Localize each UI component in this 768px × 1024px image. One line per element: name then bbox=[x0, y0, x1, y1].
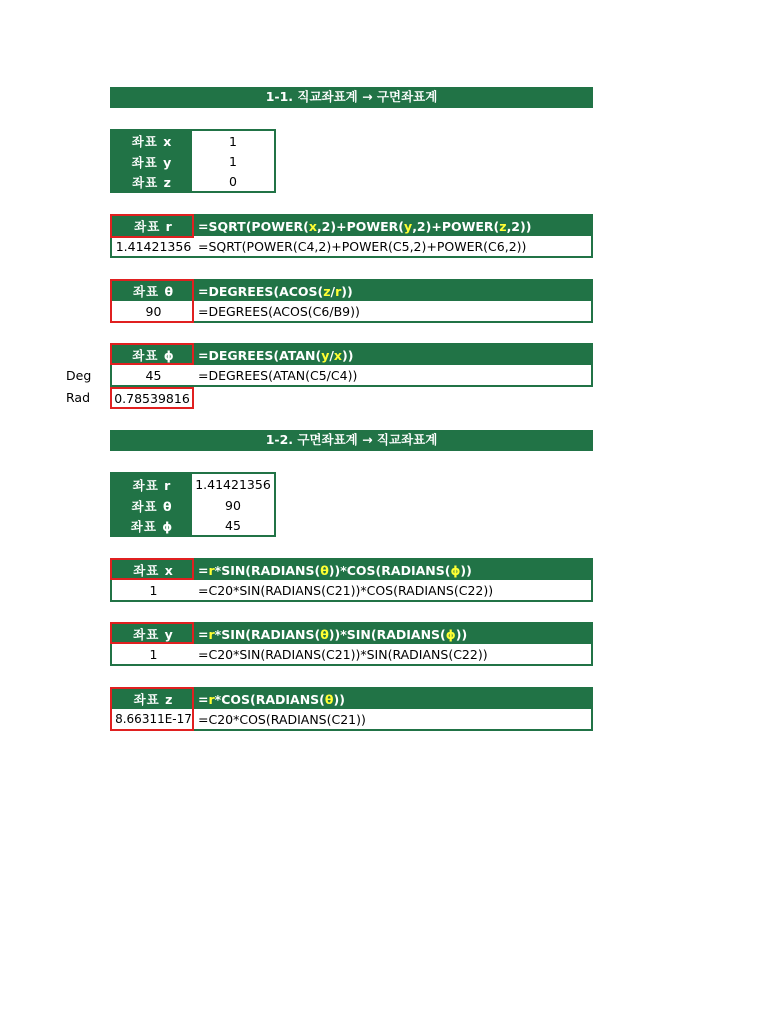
label-x: 좌표 x bbox=[112, 131, 192, 151]
formula-text: )) bbox=[460, 562, 472, 578]
value-y[interactable]: 1 bbox=[229, 154, 237, 169]
formula-text: = bbox=[198, 691, 209, 707]
formula-text: )) bbox=[455, 626, 468, 642]
label-phi: 좌표 ϕ bbox=[112, 516, 192, 535]
phi-block bbox=[110, 343, 593, 387]
r-value[interactable]: 1.41421356 bbox=[115, 238, 192, 254]
formula-text: *SIN(RADIANS( bbox=[214, 562, 321, 578]
section-2-title: 1-2. 구면좌표계 → 직교좌표계 bbox=[110, 430, 593, 451]
formula-text: ,2)+POWER( bbox=[412, 218, 500, 234]
r-label: 좌표 r bbox=[112, 216, 195, 236]
var-y: y bbox=[404, 218, 413, 234]
phi-formula-header bbox=[195, 345, 591, 365]
y-formula-header bbox=[195, 624, 591, 644]
formula-text: *COS(RADIANS( bbox=[214, 691, 325, 707]
label-theta: 좌표 θ bbox=[112, 495, 192, 516]
formula-text: )) bbox=[342, 347, 354, 363]
r-formula-header bbox=[195, 216, 591, 236]
deg-label: Deg bbox=[66, 368, 92, 383]
theta-excel-formula[interactable]: =DEGREES(ACOS(C6/B9)) bbox=[198, 303, 360, 319]
var-z: z bbox=[323, 283, 331, 299]
formula-text: =SQRT(POWER( bbox=[198, 218, 309, 234]
y-block bbox=[110, 622, 593, 666]
formula-text: )) bbox=[333, 691, 345, 707]
var-theta: θ bbox=[320, 626, 329, 642]
x-block bbox=[110, 558, 593, 602]
cartesian-input-table bbox=[110, 129, 276, 193]
var-phi: ϕ bbox=[450, 562, 461, 578]
z-value[interactable]: 8.66311E-17 bbox=[115, 712, 192, 726]
formula-text: *SIN(RADIANS( bbox=[214, 626, 321, 642]
var-phi: ϕ bbox=[445, 626, 456, 642]
x-excel-formula[interactable]: =C20*SIN(RADIANS(C21))*COS(RADIANS(C22)) bbox=[198, 582, 494, 598]
var-theta: θ bbox=[320, 562, 329, 578]
theta-block bbox=[110, 279, 593, 323]
y-excel-formula[interactable]: =C20*SIN(RADIANS(C21))*SIN(RADIANS(C22)) bbox=[198, 646, 488, 662]
formula-text: ,2)+POWER( bbox=[316, 218, 405, 234]
value-x[interactable]: 1 bbox=[229, 133, 237, 149]
value-z[interactable]: 0 bbox=[229, 174, 237, 189]
value-theta[interactable]: 90 bbox=[225, 498, 241, 513]
var-z: z bbox=[499, 218, 507, 234]
x-formula-header bbox=[195, 560, 591, 580]
z-label: 좌표 z bbox=[112, 689, 195, 709]
formula-text: / bbox=[329, 347, 334, 363]
z-block bbox=[110, 687, 593, 731]
y-label: 좌표 y bbox=[112, 624, 195, 644]
var-r: r bbox=[335, 283, 342, 299]
formula-text: ,2)) bbox=[506, 218, 532, 234]
r-block bbox=[110, 214, 593, 258]
theta-value[interactable]: 90 bbox=[145, 303, 162, 319]
var-theta: θ bbox=[324, 691, 334, 707]
r-excel-formula[interactable]: =SQRT(POWER(C4,2)+POWER(C5,2)+POWER(C6,2)) bbox=[198, 238, 527, 254]
rad-label: Rad bbox=[66, 390, 91, 405]
spherical-input-table bbox=[110, 472, 276, 537]
label-z: 좌표 z bbox=[112, 172, 192, 191]
x-value[interactable]: 1 bbox=[149, 582, 158, 598]
formula-text: =DEGREES(ACOS( bbox=[198, 283, 324, 299]
var-r: r bbox=[208, 691, 215, 707]
z-excel-formula[interactable]: =C20*COS(RADIANS(C21)) bbox=[198, 711, 366, 727]
var-x: x bbox=[333, 347, 342, 363]
formula-text: =DEGREES(ATAN( bbox=[198, 347, 322, 363]
var-r: r bbox=[208, 562, 215, 578]
formula-text: / bbox=[330, 283, 336, 299]
phi-excel-formula[interactable]: =DEGREES(ATAN(C5/C4)) bbox=[198, 367, 358, 383]
rad-value: 0.78539816 bbox=[114, 390, 190, 406]
formula-text: )) bbox=[341, 283, 353, 299]
value-r[interactable]: 1.41421356 bbox=[195, 477, 271, 492]
theta-label: 좌표 θ bbox=[112, 281, 195, 301]
theta-formula-header bbox=[195, 281, 591, 301]
y-value[interactable]: 1 bbox=[149, 646, 158, 662]
label-y: 좌표 y bbox=[112, 151, 192, 172]
x-label: 좌표 x bbox=[112, 560, 195, 580]
rad-value-cell[interactable] bbox=[110, 387, 194, 409]
label-r: 좌표 r bbox=[112, 474, 192, 495]
var-y: y bbox=[321, 347, 330, 363]
phi-deg-value[interactable]: 45 bbox=[145, 367, 162, 383]
var-x: x bbox=[308, 218, 317, 234]
value-phi[interactable]: 45 bbox=[225, 518, 241, 533]
formula-text: ))*SIN(RADIANS( bbox=[328, 626, 446, 642]
section-1-title: 1-1. 직교좌표계 → 구면좌표계 bbox=[110, 87, 593, 108]
formula-text: ))*COS(RADIANS( bbox=[328, 562, 451, 578]
var-r: r bbox=[208, 626, 215, 642]
z-formula-header bbox=[195, 689, 591, 709]
phi-label: 좌표 ϕ bbox=[112, 345, 195, 365]
formula-text: = bbox=[198, 626, 209, 642]
formula-text: = bbox=[198, 562, 209, 578]
